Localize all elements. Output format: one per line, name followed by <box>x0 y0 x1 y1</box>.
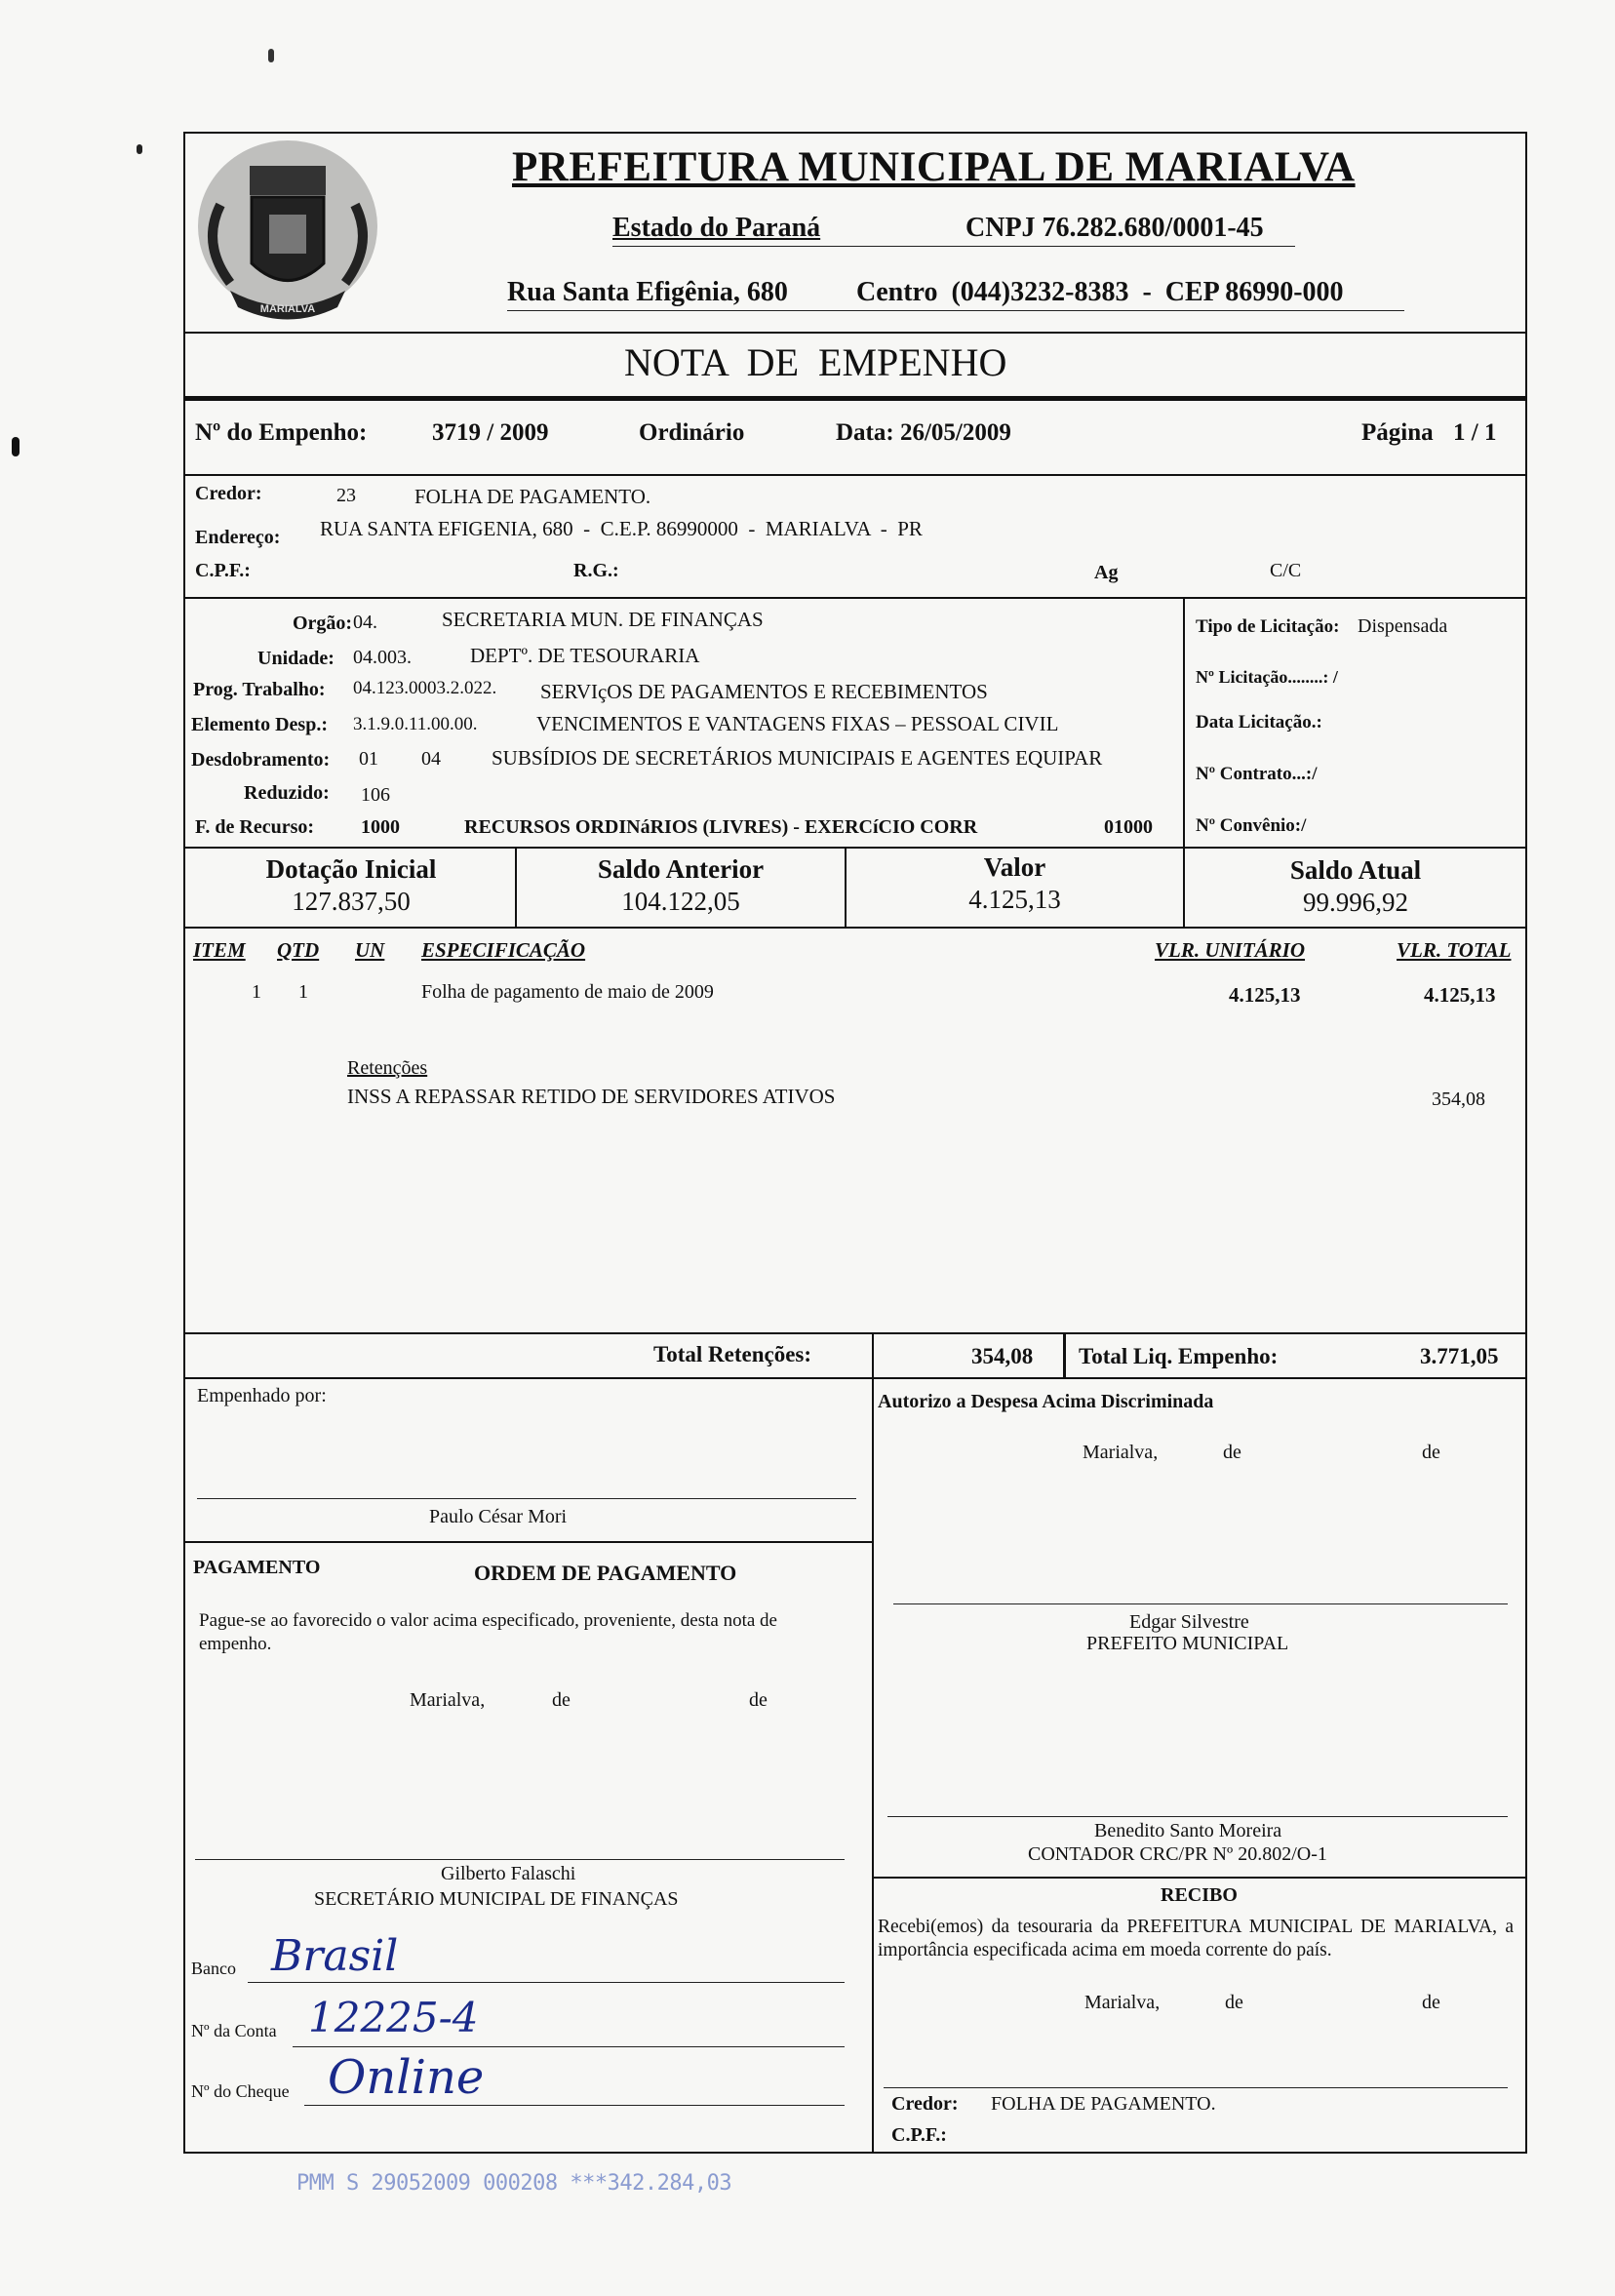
empenho-date: Data: 26/05/2009 <box>836 419 1011 446</box>
autorizo-marialva: Marialva, <box>1083 1442 1159 1463</box>
address-label: Endereço: <box>195 527 281 548</box>
ordem-pagamento-label: ORDEM DE PAGAMENTO <box>474 1561 737 1585</box>
totals-divider-1 <box>872 1332 874 1379</box>
empenho-type: Ordinário <box>639 419 745 446</box>
prog-desc: SERVIçOS DE PAGAMENTOS E RECEBIMENTOS <box>540 680 988 703</box>
recibo-de2: de <box>1422 1992 1440 2013</box>
credor-name: FOLHA DE PAGAMENTO. <box>414 485 651 508</box>
prog-code: 04.123.0003.2.022. <box>353 678 497 698</box>
prefeito-title: PREFEITO MUNICIPAL <box>1086 1633 1289 1654</box>
desdobramento-code1: 01 <box>359 748 378 770</box>
secretario-signature-line <box>195 1859 845 1860</box>
pagamento-label: PAGAMENTO <box>193 1557 321 1578</box>
autorizo-de2: de <box>1422 1442 1440 1463</box>
licitacao-numero: Nº Licitação........: / <box>1196 667 1338 687</box>
credor-label: Credor: <box>195 483 262 504</box>
orgao-code: 04. <box>353 612 377 633</box>
saldo-anterior-label: Saldo Anterior <box>597 854 765 884</box>
col-qtd: QTD <box>277 938 320 962</box>
recibo-credor-value: FOLHA DE PAGAMENTO. <box>991 2093 1216 2115</box>
total-retencoes-label: Total Retenções: <box>653 1342 812 1366</box>
pague-se-text: Pague-se ao favorecido o valor acima especificado, proveniente, desta nota de empenho. <box>199 1610 777 1654</box>
empenhado-bottom <box>183 1541 872 1543</box>
cc-label: C/C <box>1270 560 1302 581</box>
cheque-line <box>304 2105 845 2106</box>
col-item: ITEM <box>193 938 246 962</box>
empenhado-name: Paulo César Mori <box>429 1506 568 1527</box>
banco-value: Brasil <box>271 1931 399 1981</box>
address-underline <box>507 310 1404 311</box>
municipality-title: PREFEITURA MUNICIPAL DE MARIALVA <box>512 144 1356 190</box>
prog-label: Prog. Trabalho: <box>193 679 326 700</box>
row-total-value: 4.125,13 <box>1424 983 1496 1007</box>
prefeito-signature-line <box>893 1603 1508 1604</box>
pagamento-de2: de <box>749 1689 768 1711</box>
crest-label: MARIALVA <box>259 303 316 315</box>
banco-line <box>248 1982 845 1983</box>
cheque-label: Nº do Cheque <box>191 2081 290 2101</box>
conta-label: Nº da Conta <box>191 2021 277 2040</box>
pagamento-de1: de <box>552 1689 571 1711</box>
licitacao-tipo-value: Dispensada <box>1358 615 1448 637</box>
recibo-text: Recebi(emos) da tesouraria da PREFEITURA MUNICIPAL DE MARIALVA, a importância especificada acima em moeda corrente do país. <box>878 1917 1514 1960</box>
banco-label: Banco <box>191 1959 236 1978</box>
fonte-desc: RECURSOS ORDINáRIOS (LIVRES) - EXERCíCIO CORR <box>464 816 978 838</box>
scan-mark <box>268 49 274 62</box>
desdobramento-desc: SUBSÍDIOS DE SECRETÁRIOS MUNICIPAIS E AGENTES EQUIPAR <box>492 746 1103 770</box>
row-desc: Folha de pagamento de maio de 2009 <box>421 981 714 1003</box>
elemento-code: 3.1.9.0.11.00.00. <box>353 714 478 734</box>
row-item: 1 <box>252 981 261 1003</box>
empenhado-signature-line <box>197 1498 856 1499</box>
header-contact: Centro (044)3232-8383 - CEP 86990-000 <box>856 277 1344 307</box>
header-divider <box>183 332 1527 334</box>
recibo-signature-line <box>884 2087 1508 2088</box>
recibo-de1: de <box>1225 1992 1243 2013</box>
credor-code: 23 <box>336 485 356 506</box>
signatures-divider <box>872 1377 874 2154</box>
cpf-label: C.P.F.: <box>195 560 251 581</box>
unidade-label: Unidade: <box>257 648 335 669</box>
recibo-top <box>872 1877 1527 1879</box>
scan-mark <box>12 437 20 456</box>
document-title: NOTA DE EMPENHO <box>624 340 1007 384</box>
budget-divider <box>1183 597 1185 849</box>
desdobramento-label: Desdobramento: <box>191 749 331 771</box>
municipal-crest-icon <box>191 137 384 332</box>
row-unit-value: 4.125,13 <box>1229 983 1301 1007</box>
total-liquido-value: 3.771,05 <box>1420 1344 1499 1368</box>
col-un: UN <box>355 938 385 962</box>
cnpj: CNPJ 76.282.680/0001-45 <box>965 213 1264 243</box>
pagamento-marialva: Marialva, <box>410 1689 486 1711</box>
orgao-desc: SECRETARIA MUN. DE FINANÇAS <box>442 608 764 631</box>
secretario-name: Gilberto Falaschi <box>441 1863 576 1884</box>
cheque-value: Online <box>328 2050 485 2105</box>
fonte-code: 1000 <box>361 816 400 838</box>
valor-label: Valor <box>983 852 1046 882</box>
valor-value: 4.125,13 <box>968 885 1061 914</box>
rg-label: R.G.: <box>573 560 619 581</box>
prefeito-name: Edgar Silvestre <box>1129 1611 1249 1633</box>
contador-signature-line <box>887 1816 1508 1817</box>
row-qtd: 1 <box>298 981 308 1003</box>
elemento-desc: VENCIMENTOS E VANTAGENS FIXAS – PESSOAL CIVIL <box>536 712 1059 735</box>
retencoes-title: Retenções <box>347 1057 428 1079</box>
recibo-cpf-label: C.P.F.: <box>891 2124 947 2146</box>
recibo-credor-label: Credor: <box>891 2093 959 2115</box>
state-name: Estado do Paraná <box>612 213 821 243</box>
saldo-atual-label: Saldo Atual <box>1289 855 1422 885</box>
ag-label: Ag <box>1094 562 1119 583</box>
totals-box <box>183 1332 1527 1379</box>
secretario-title: SECRETÁRIO MUNICIPAL DE FINANÇAS <box>314 1888 679 1910</box>
saldo-atual-value: 99.996,92 <box>1303 888 1408 917</box>
fonte-label: F. de Recurso: <box>195 816 315 838</box>
cnpj-underline <box>612 246 1295 247</box>
convenio-number: Nº Convênio:/ <box>1196 815 1307 836</box>
credor-address: RUA SANTA EFIGENIA, 680 - C.E.P. 86990000 - MARIALVA - PR <box>320 517 923 540</box>
licitacao-tipo-label: Tipo de Licitação: <box>1196 616 1340 637</box>
col-especificacao: ESPECIFICAÇÃO <box>421 938 586 962</box>
page-number: 1 / 1 <box>1453 419 1497 446</box>
payment-stamp: PMM S 29052009 000208 ***342.284,03 <box>296 2171 732 2196</box>
recibo-marialva: Marialva, <box>1084 1992 1161 2013</box>
unidade-desc: DEPTº. DE TESOURARIA <box>470 644 700 667</box>
total-liquido-label: Total Liq. Empenho: <box>1079 1344 1279 1368</box>
conta-value: 12225-4 <box>308 1994 479 2041</box>
desdobramento-code2: 04 <box>421 748 441 770</box>
empenho-number-label: Nº do Empenho: <box>195 419 368 446</box>
total-retencoes-value: 354,08 <box>971 1344 1034 1368</box>
fonte-code2: 01000 <box>1104 816 1153 838</box>
autorizo-text: Autorizo a Despesa Acima Discriminada <box>878 1391 1214 1412</box>
retencao-value: 354,08 <box>1432 1089 1485 1110</box>
retencao-desc: INSS A REPASSAR RETIDO DE SERVIDORES ATIVOS <box>347 1085 836 1108</box>
reduzido-label: Reduzido: <box>244 782 330 804</box>
col-vlr-total: VLR. TOTAL <box>1397 938 1512 962</box>
conta-line <box>293 2046 845 2047</box>
recibo-title: RECIBO <box>1161 1884 1238 1906</box>
contador-name: Benedito Santo Moreira <box>1094 1820 1282 1841</box>
page-label: Página <box>1361 419 1434 446</box>
unidade-code: 04.003. <box>353 647 412 668</box>
dotacao-label: Dotação Inicial <box>265 854 437 884</box>
autorizo-de1: de <box>1223 1442 1241 1463</box>
scan-mark <box>137 144 142 154</box>
reduzido-code: 106 <box>361 784 390 806</box>
header-address: Rua Santa Efigênia, 680 <box>507 277 788 307</box>
elemento-label: Elemento Desp.: <box>191 714 328 735</box>
items-box <box>183 927 1527 1334</box>
orgao-label: Orgão: <box>293 613 353 634</box>
saldo-anterior-value: 104.122,05 <box>621 887 740 916</box>
totals-divider-2 <box>1063 1332 1066 1379</box>
dotacao-value: 127.837,50 <box>292 887 411 916</box>
licitacao-data: Data Licitação.: <box>1196 712 1322 732</box>
contrato-number: Nº Contrato...:/ <box>1196 764 1318 784</box>
empenhado-label: Empenhado por: <box>197 1385 327 1406</box>
col-vlr-unitario: VLR. UNITÁRIO <box>1155 938 1306 962</box>
empenho-number: 3719 / 2009 <box>432 419 549 446</box>
contador-title: CONTADOR CRC/PR Nº 20.802/O-1 <box>1028 1843 1327 1865</box>
